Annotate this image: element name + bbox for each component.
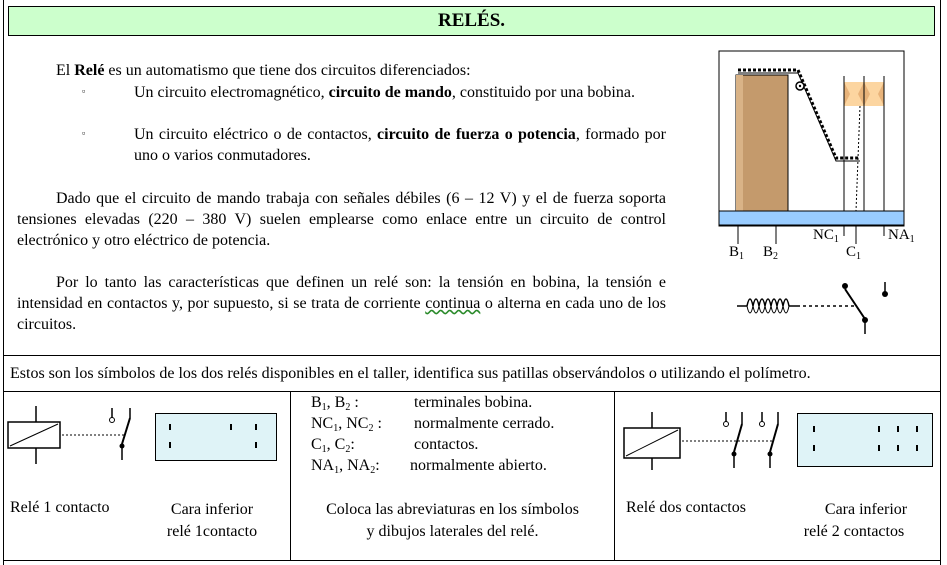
relay2-pins bbox=[798, 414, 932, 466]
bullet-icon: ▫ bbox=[82, 86, 86, 96]
coil-body bbox=[736, 75, 788, 211]
bullet-2-pre: Un circuito eléctrico o de contactos, bbox=[134, 126, 378, 143]
legend-row-b: $B_1$, $B_2$ : bbox=[311, 394, 359, 413]
legend-row-nc: $NC_1$, $NC_2$ : bbox=[311, 415, 382, 434]
intro-lead bbox=[56, 60, 471, 81]
caption-coloca-line1: Coloca las abreviaturas en los símbolos bbox=[326, 501, 579, 518]
caption-cara1-line1: Cara inferior bbox=[170, 501, 254, 518]
bullet-icon: ▫ bbox=[82, 128, 86, 138]
para3-pre: Por lo tanto las características que definen un relé son: la tensión en bobina, la tensión e intensidad en contactos y, por supuesto, si se trata de corriente bbox=[17, 274, 666, 312]
caption-rele2: Relé dos contactos bbox=[626, 499, 746, 516]
caption-cara2-line1: Cara inferior bbox=[824, 501, 908, 518]
relay1-symbol bbox=[6, 404, 136, 466]
intro-lead-post: es un automatismo que tiene dos circuitos diferenciados: bbox=[104, 62, 471, 79]
divider-2 bbox=[3, 391, 941, 392]
label-b2: $B_2$ bbox=[763, 244, 779, 262]
bullet-2-post: , formado por uno o varios conmutadores. bbox=[134, 126, 667, 164]
caption-cara1 bbox=[150, 499, 274, 543]
caption-cara2-line2: relé 2 contactos bbox=[803, 523, 905, 540]
frame-left bbox=[3, 0, 4, 565]
legend-row-c: $C_1$, $C_2$: bbox=[311, 436, 355, 455]
bullet-item bbox=[134, 82, 666, 103]
intro-lead-bold: Relé bbox=[74, 62, 105, 79]
caption-coloca-line2: y dibujos laterales del relé. bbox=[366, 523, 539, 540]
bullet-2-bold: circuito de fuerza o potencia bbox=[377, 126, 576, 143]
label-na1: $NA_1$ bbox=[888, 227, 915, 245]
legend-desc-nc: normalmente cerrado. bbox=[414, 415, 555, 432]
legend-desc-na: normalmente abierto. bbox=[410, 457, 547, 474]
instruction-text: Estos son los símbolos de los dos relés disponibles en el taller, identifica sus patillas observándolos o utilizando el polímetro. bbox=[10, 365, 811, 382]
bullet-1-post: , constituido por una bobina. bbox=[451, 84, 635, 101]
divider-1 bbox=[3, 355, 941, 356]
caption-cara2 bbox=[790, 499, 914, 543]
label-c1: $C_1$ bbox=[846, 244, 862, 262]
relay2-bottom-face bbox=[797, 413, 933, 467]
para3-post: o alterna en cada uno de los circuitos. bbox=[17, 295, 667, 333]
relay2-symbol bbox=[622, 410, 782, 472]
relay-cutaway-diagram bbox=[718, 50, 906, 250]
frame-right bbox=[940, 0, 941, 565]
col-divider-2 bbox=[614, 391, 615, 561]
label-b1: $B_1$ bbox=[729, 244, 745, 262]
legend-desc-b: terminales bobina. bbox=[414, 394, 533, 411]
relay1-pins bbox=[156, 414, 276, 460]
bullet-item bbox=[134, 124, 666, 166]
divider-3 bbox=[3, 560, 941, 561]
page-title: RELÉS. bbox=[8, 6, 935, 36]
bullet-1-pre: Un circuito electromagnético, bbox=[134, 84, 329, 101]
caption-cara1-line2: relé 1contacto bbox=[166, 523, 258, 540]
relay1-bottom-face bbox=[155, 413, 277, 461]
paragraph-control bbox=[17, 188, 666, 251]
paragraph-control-text: Dado que el circuito de mando trabaja con señales débiles (6 – 12 V) y el de fuerza soporta tensiones elevadas (220 – 380 V) suelen emplearse como enlace entre un circuito de control electrónico y otro eléctrico de potencia. bbox=[17, 190, 666, 249]
legend-row-na: $NA_1$, $NA_2$: bbox=[311, 457, 380, 476]
caption-coloca bbox=[291, 499, 614, 543]
caption-rele1: Relé 1 contacto bbox=[10, 499, 110, 516]
label-nc1: $NC_1$ bbox=[813, 227, 839, 245]
legend-desc-c: contactos. bbox=[414, 436, 479, 453]
relay-schematic-symbol bbox=[735, 274, 905, 336]
bullet-1-bold: circuito de mando bbox=[328, 84, 452, 101]
paragraph-characteristics bbox=[17, 272, 666, 335]
para3-wavy: continua bbox=[425, 295, 481, 312]
intro-lead-pre: El bbox=[56, 62, 75, 79]
base-plate bbox=[719, 211, 904, 225]
